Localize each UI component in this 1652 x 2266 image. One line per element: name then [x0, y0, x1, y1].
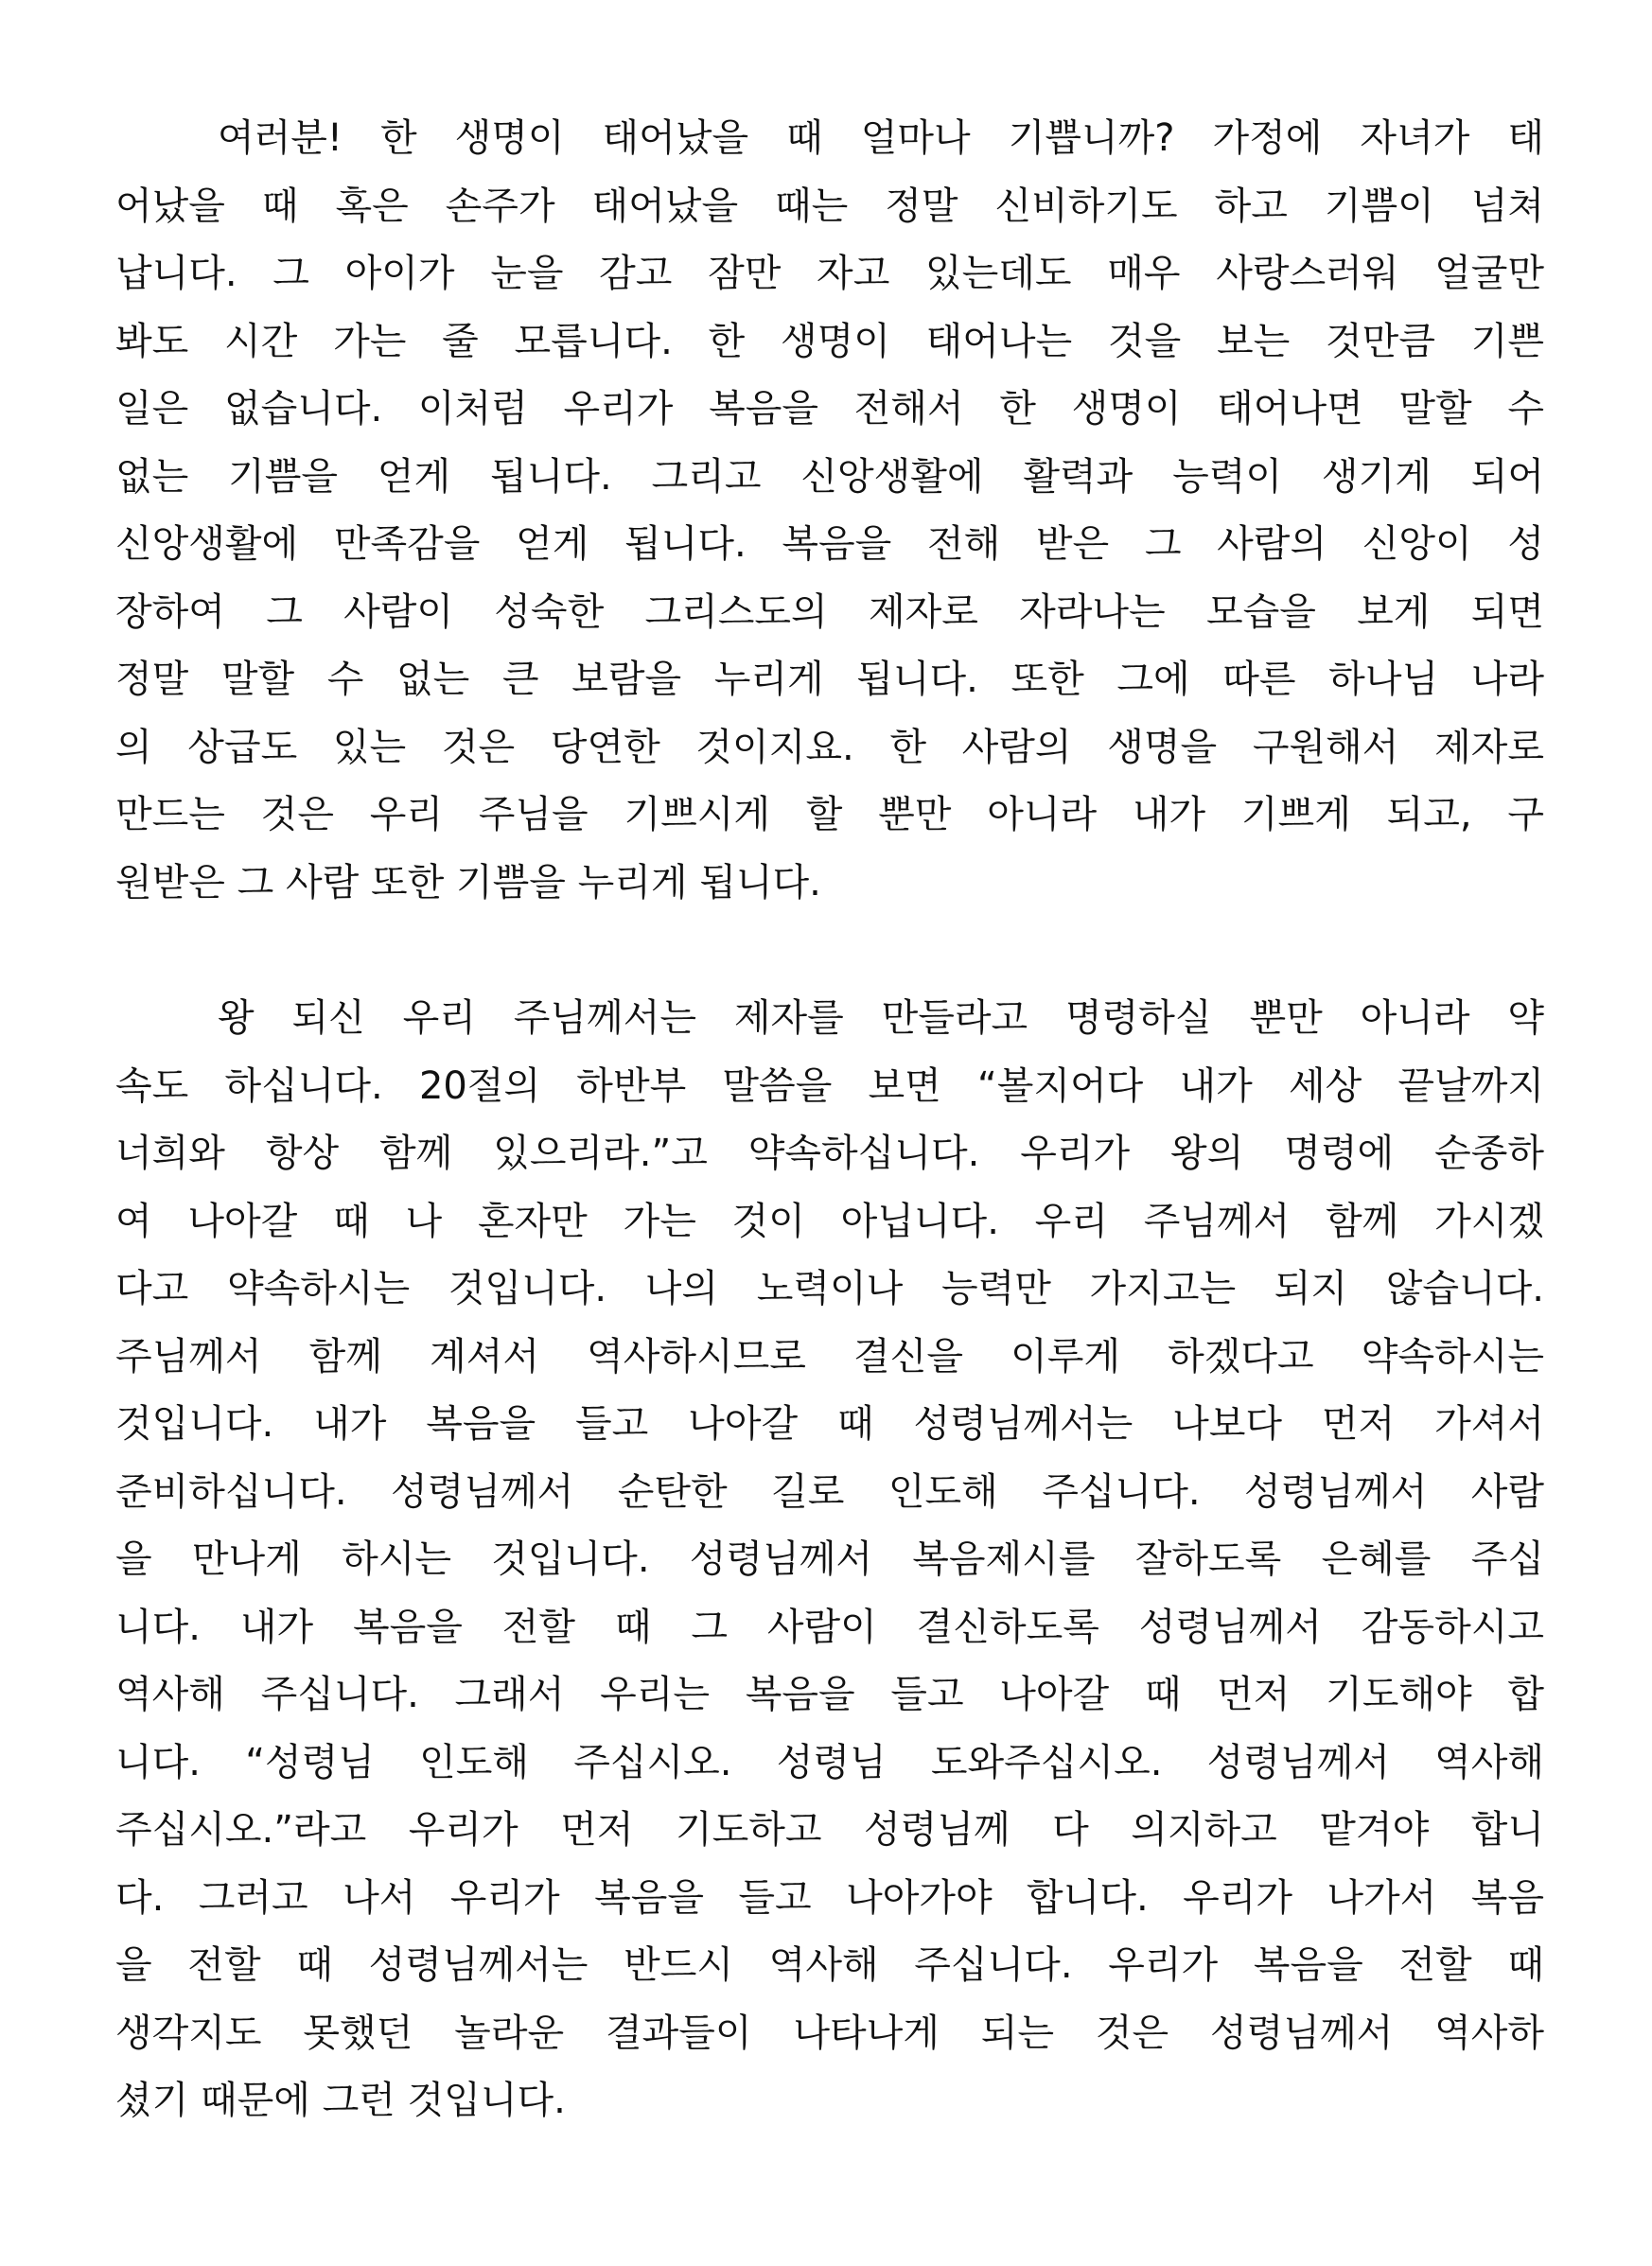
text-line: 을 만나게 하시는 것입니다. 성령님께서 복음제시를 잘하도록 은혜를 주십	[115, 1537, 1544, 1581]
text-line: 정말 말할 수 없는 큰 보람을 누리게 됩니다. 또한 그에 따른 하나님 나라	[115, 658, 1544, 701]
text-line: 만드는 것은 우리 주님을 기쁘시게 할 뿐만 아니라 내가 기쁘게 되고, 구	[115, 793, 1544, 836]
text-line: 의 상급도 있는 것은 당연한 것이지요. 한 사람의 생명을 구원해서 제자로	[115, 725, 1544, 769]
text-line: 다고 약속하시는 것입니다. 나의 노력이나 능력만 가지고는 되지 않습니다.	[115, 1267, 1544, 1310]
text-line: 것입니다. 내가 복음을 들고 나아갈 때 성령님께서는 나보다 먼저 가셔서	[115, 1402, 1544, 1446]
text-line: 니다. “성령님 인도해 주십시오. 성령님 도와주십시오. 성령님께서 역사해	[115, 1740, 1544, 1784]
text-line: 니다. 내가 복음을 전할 때 그 사람이 결신하도록 성령님께서 감동하시고	[115, 1605, 1544, 1649]
text-line: 속도 하십니다. 20절의 하반부 말씀을 보면 “볼지어다 내가 세상 끝날까지	[115, 1063, 1544, 1108]
text-line: 봐도 시간 가는 줄 모릅니다. 한 생명이 태어나는 것을 보는 것만큼 기쁜	[115, 319, 1544, 363]
text-line: 역사해 주십니다. 그래서 우리는 복음을 들고 나아갈 때 먼저 기도해야 합	[115, 1673, 1544, 1716]
text-line: 신앙생활에 만족감을 얻게 됩니다. 복음을 전해 받은 그 사람의 신앙이 성	[115, 522, 1544, 566]
paragraph-2	[115, 985, 1544, 2135]
text-line: 주님께서 함께 계셔서 역사하시므로 결신을 이루게 하겠다고 약속하시는	[115, 1334, 1544, 1379]
text-line: 장하여 그 사람이 성숙한 그리스도의 제자로 자라나는 모습을 보게 되면	[115, 589, 1544, 634]
text-line: 을 전할 때 성령님께서는 반드시 역사해 주십니다. 우리가 복음을 전할 때	[115, 1943, 1544, 1987]
text-line: 일은 없습니다. 이처럼 우리가 복음을 전해서 한 생명이 태어나면 말할 수	[115, 387, 1544, 430]
paragraph-1	[115, 105, 1544, 917]
text-line: 원받은 그 사람 또한 기쁨을 누리게 됩니다.	[115, 860, 821, 905]
text-line: 납니다. 그 아이가 눈을 감고 잠만 자고 있는데도 매우 사랑스러워 얼굴만	[115, 252, 1544, 295]
text-line: 여러분! 한 생명이 태어났을 때 얼마나 기쁩니까? 가정에 자녀가 태	[218, 116, 1544, 160]
text-line: 왕 되신 우리 주님께서는 제자를 만들라고 명령하실 뿐만 아니라 약	[218, 996, 1544, 1040]
text-line: 어났을 때 혹은 손주가 태어났을 때는 정말 신비하기도 하고 기쁨이 넘쳐	[115, 184, 1544, 228]
text-line: 준비하십니다. 성령님께서 순탄한 길로 인도해 주십니다. 성령님께서 사람	[115, 1469, 1544, 1514]
text-line: 여 나아갈 때 나 혼자만 가는 것이 아닙니다. 우리 주님께서 함께 가시겠	[115, 1199, 1544, 1243]
text-line: 없는 기쁨을 얻게 됩니다. 그리고 신앙생활에 활력과 능력이 생기게 되어	[115, 454, 1544, 499]
text-line: 셨기 때문에 그런 것입니다.	[115, 2079, 566, 2122]
text-line: 다. 그러고 나서 우리가 복음을 들고 나아가야 합니다. 우리가 나가서 복음	[115, 1875, 1544, 1920]
text-line: 주십시오.”라고 우리가 먼저 기도하고 성령님께 다 의지하고 맡겨야 합니	[115, 1808, 1544, 1852]
text-line: 생각지도 못했던 놀라운 결과들이 나타나게 되는 것은 성령님께서 역사하	[115, 2011, 1544, 2055]
text-line: 너희와 항상 함께 있으리라.”고 약속하십니다. 우리가 왕의 명령에 순종하	[115, 1132, 1544, 1175]
